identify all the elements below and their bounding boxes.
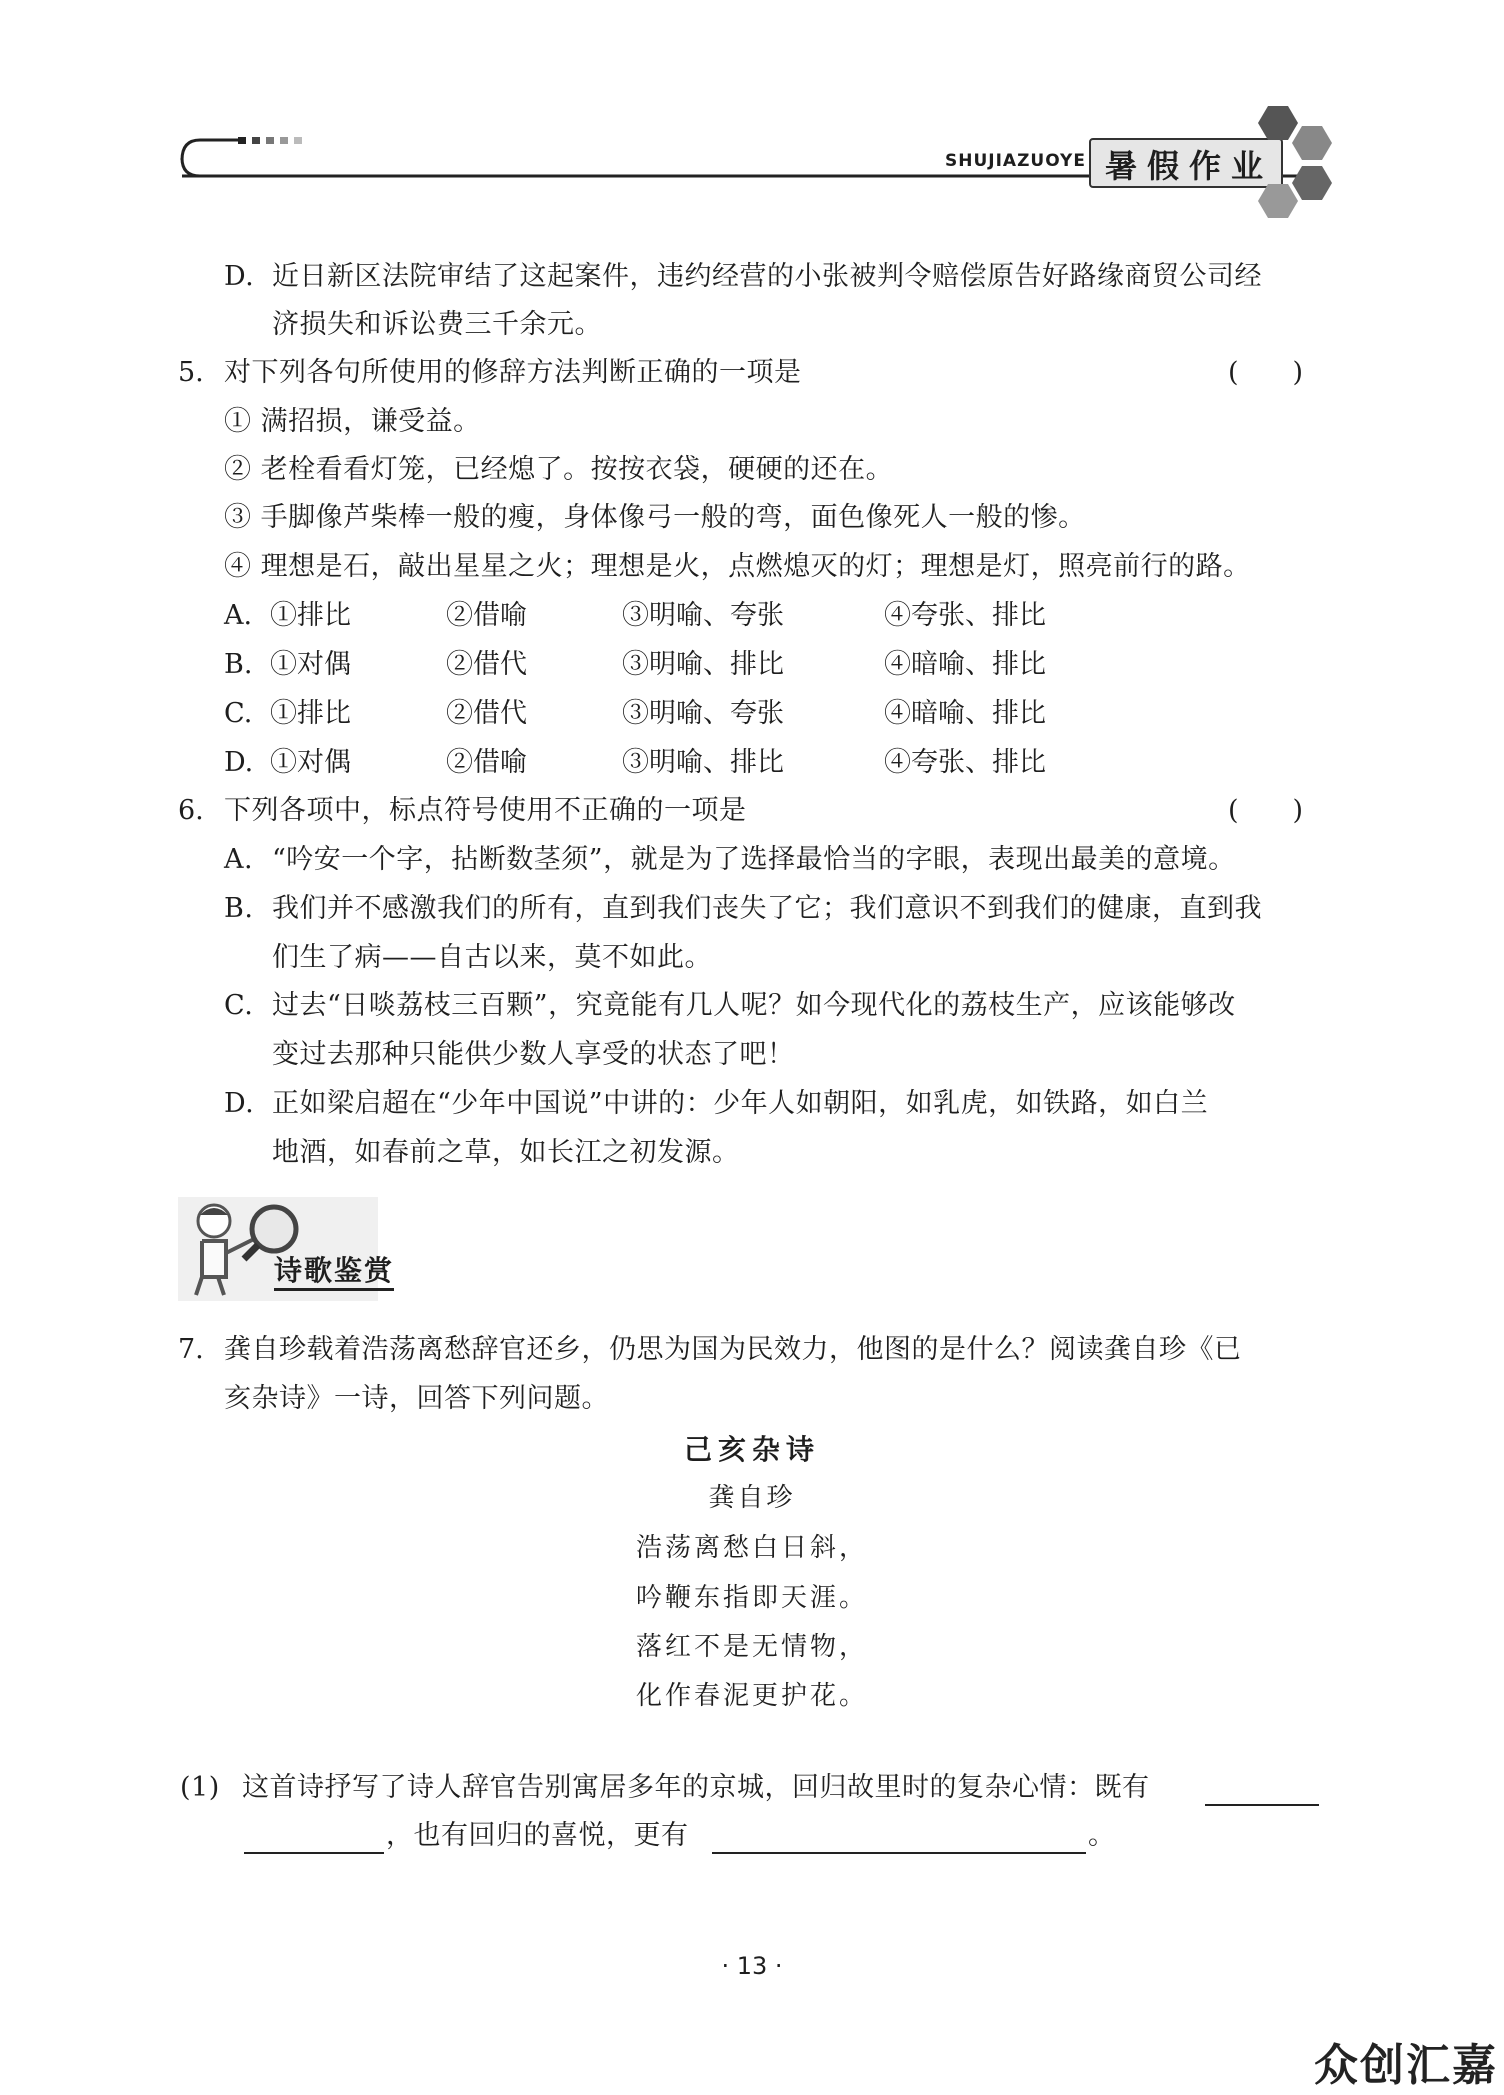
q6-number: 6. [178, 795, 204, 826]
q6-answer-paren: ( ) [1228, 795, 1304, 826]
option-col3: ③明喻、排比 [622, 649, 784, 680]
q6-option-a-label: A. [224, 844, 254, 875]
option-col4: ④暗喻、排比 [884, 698, 1046, 729]
option-col4: ④暗喻、排比 [884, 649, 1046, 680]
poem-title: 己亥杂诗 [683, 1433, 820, 1466]
header-title: 暑假作业 [1105, 147, 1274, 185]
q5-sentence-1: ① 满招损，谦受益。 [224, 406, 481, 437]
watermark-logo: 众创汇嘉 [1314, 2040, 1498, 2091]
page-number: · 13 · [721, 1952, 783, 1980]
option-col4: ④夸张、排比 [884, 600, 1046, 631]
q7-sub1-label: (1) [180, 1772, 220, 1803]
option-col1: ①对偶 [270, 649, 351, 680]
option-col2: ②借代 [446, 649, 527, 680]
q6-option-b-line2: 们生了病——自古以来，莫不如此。 [272, 942, 712, 973]
q7-sub1-text: 这首诗抒写了诗人辞官告别寓居多年的京城，回归故里时的复杂心情：既有 [242, 1772, 1150, 1803]
answer-blank-1b[interactable] [244, 1822, 384, 1854]
poem-line-1: 浩荡离愁白日斜， [635, 1533, 868, 1563]
q6-option-d-label: D. [224, 1088, 255, 1119]
poem-line-4: 化作春泥更护花。 [635, 1681, 868, 1711]
q6-option-c-line2: 变过去那种只能供少数人享受的状态了吧！ [272, 1039, 795, 1070]
answer-blank-1a[interactable] [1205, 1774, 1319, 1806]
option-label: C. [224, 698, 253, 729]
option-col3: ③明喻、排比 [622, 747, 784, 778]
q5-sentence-4: ④ 理想是石，敲出星星之火；理想是火，点燃熄灭的灯；理想是灯，照亮前行的路。 [224, 551, 1251, 582]
poem-line-3: 落红不是无情物， [635, 1632, 868, 1662]
q7-stem-line1: 龚自珍载着浩荡离愁辞官还乡，仍思为国为民效力，他图的是什么？阅读龚自珍《已 [224, 1334, 1242, 1365]
option-col2: ②借喻 [446, 747, 527, 778]
q6-option-d-line1: 正如梁启超在“少年中国说”中讲的：少年人如朝阳，如乳虎，如铁路，如白兰 [272, 1088, 1209, 1119]
poem-line-2: 吟鞭东指即天涯。 [635, 1583, 868, 1613]
q6-option-c-line1: 过去“日啖荔枝三百颗”，究竟能有几人呢？如今现代化的荔枝生产，应该能够改 [272, 990, 1236, 1021]
q7-sub1-end: 。 [1088, 1820, 1116, 1851]
q6-option-b-label: B. [224, 893, 254, 924]
option-col4: ④夸张、排比 [884, 747, 1046, 778]
q4-option-d-line1: 近日新区法院审结了这起案件，违约经营的小张被判令赔偿原告好路缘商贸公司经 [272, 261, 1262, 292]
q4-option-d-line2: 济损失和诉讼费三千余元。 [272, 309, 602, 340]
option-label: A. [224, 600, 253, 631]
option-col3: ③明喻、夸张 [622, 600, 784, 631]
option-col1: ①排比 [270, 698, 351, 729]
q6-option-b-line1: 我们并不感激我们的所有，直到我们丧失了它；我们意识不到我们的健康，直到我 [272, 893, 1262, 924]
option-col1: ①对偶 [270, 747, 351, 778]
q5-answer-paren: ( ) [1228, 357, 1304, 388]
q4-option-d-label: D. [224, 261, 255, 292]
q7-sub1-mid: ，也有回归的喜悦，更有 [386, 1820, 689, 1851]
answer-blank-2[interactable] [712, 1822, 1086, 1854]
q5-number: 5. [178, 357, 204, 388]
option-col1: ①排比 [270, 600, 351, 631]
q6-option-d-line2: 地酒，如春前之草，如长江之初发源。 [272, 1137, 740, 1168]
q5-sentence-2: ② 老栓看看灯笼，已经熄了。按按衣袋，硬硬的还在。 [224, 454, 894, 485]
option-col3: ③明喻、夸张 [622, 698, 784, 729]
q5-sentence-3: ③ 手脚像芦柴棒一般的瘦，身体像弓一般的弯，面色像死人一般的惨。 [224, 502, 1086, 533]
q6-option-a-line1: “吟安一个字，拈断数茎须”，就是为了选择最恰当的字眼，表现出最美的意境。 [272, 844, 1236, 875]
q6-stem: 下列各项中，标点符号使用不正确的一项是 [224, 795, 747, 826]
q7-number: 7. [178, 1334, 204, 1365]
q6-option-c-label: C. [224, 990, 254, 1021]
option-label: D. [224, 747, 254, 778]
option-col2: ②借喻 [446, 600, 527, 631]
header-latin: SHUJIAZUOYE [945, 151, 1086, 171]
hexagon-ornament-icon [1232, 104, 1344, 224]
poem-author: 龚自珍 [708, 1483, 796, 1513]
option-col2: ②借代 [446, 698, 527, 729]
q5-stem: 对下列各句所使用的修辞方法判断正确的一项是 [224, 357, 802, 388]
section-title: 诗歌鉴赏 [274, 1254, 394, 1291]
option-label: B. [224, 649, 253, 680]
q7-stem-line2: 亥杂诗》一诗，回答下列问题。 [224, 1383, 609, 1414]
